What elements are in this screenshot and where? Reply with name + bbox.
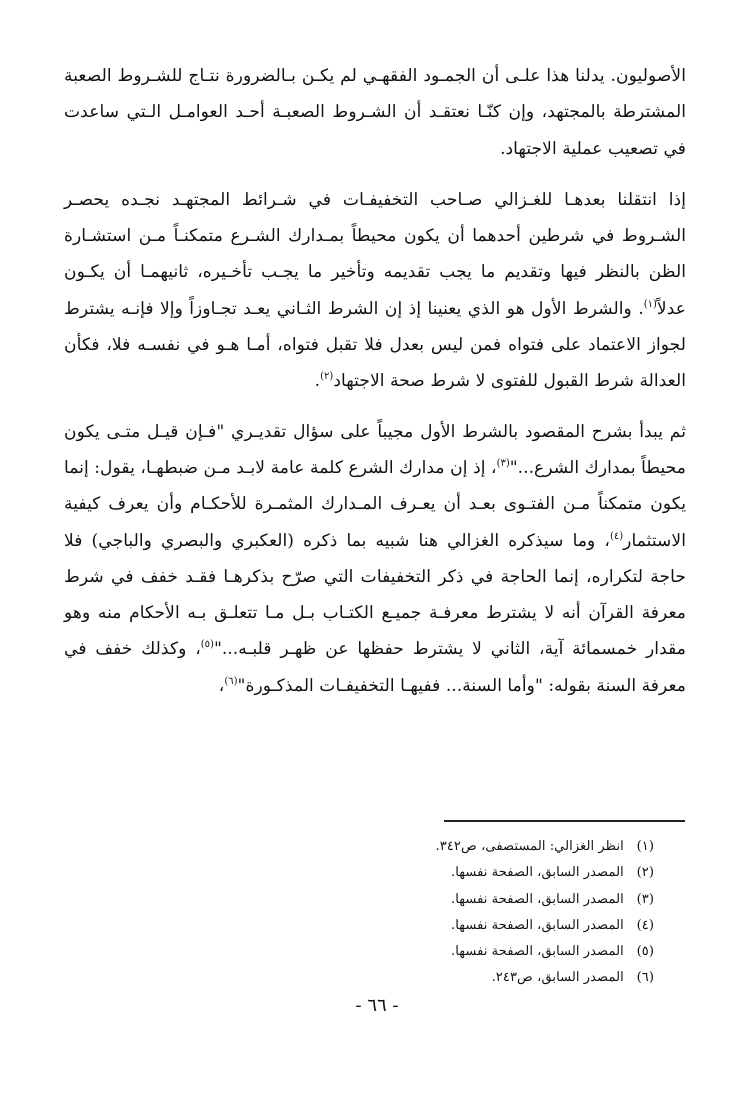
footnote-ref-6: (٦) [224,675,238,687]
paragraph-3-text-b: ، إذ إن مدارك الشرع كلمة عامة لابـد مـن ضبطهـا، يقول: إنما يكون متمكناً مـن الفتـوى بعـد أن يعـرف المـدارك المثمـرة للأحكـام وأن يعرف كيفية الاستثمار [64,457,686,551]
footnote-item [436,939,654,965]
footnote-number: (٦) [636,970,654,986]
footnote-text: انظر الغزالي: المستصفى، ص٣٤٢. [435,839,624,854]
paragraph-3 [64,414,686,704]
footnote-number: (٣) [636,891,654,907]
footnote-ref-4: (٤) [609,530,624,542]
footnote-text: المصدر السابق، الصفحة نفسها. [451,865,624,881]
footnote-item [436,834,654,860]
paragraph-1: الأصوليون. يدلنا هذا علـى أن الجمـود الفقهـي لم يكـن بـالضرورة نتـاج للشـروط الصعبة المشترطة بالمجتهد، وإن كنّـا نعتقـد أن الشـروط الصعبـة أحـد العوامـل الـتي ساعدت في تصعيب عملية الاجتهاد. [64,66,686,159]
paragraph-3-text-e: ، [218,675,225,696]
page-number: - ٦٦ - [355,995,399,1016]
footnote-text: المصدر السابق، الصفحة نفسها. [451,944,624,960]
footnote-separator [444,820,685,822]
footnote-item [436,860,654,886]
paragraph-2-text-b: . والشرط الأول هو الذي يعنينا إذ إن الشرط الثـاني يعـد تجـاوزاً وإلا فإنـه يشترط لجواز الاعتماد على فتواه فمن ليس بعدل فلا تقبل فتواه، أمـا هـو في نفسـه فلا، فكأن العدالة شرط القبول للفتوى لا شرط صحة الاجتهاد [64,298,686,392]
paragraph-2-text-a: إذا انتقلنا بعدهـا للغـزالي صـاحب التخفيفـات في شـرائط المجتهـد نجـده يحصـر الشـروط في شرطين أحدهما أن يكون محيطاً بمـدارك الشـرع متمكنـاً مـن استشـارة الظن بالنظر فيها وتقديم ما يجب تقديمه وتأخير ما يجـب تأخـيره، ثانيهمـا أن يكـون عدلاً [64,189,686,319]
footnote-item [436,913,654,939]
footnotes-list [436,834,654,992]
paragraph-3-text-a: ثم يبدأ بشرح المقصود بالشرط الأول مجيباً على سؤال تقديـري "فـإن قيـل متـى يكون محيطاً بمدارك الشرع..." [64,421,686,478]
footnote-text: المصدر السابق، الصفحة نفسها. [451,891,624,907]
footnote-ref-5: (٥) [200,639,214,651]
footnote-item [436,887,654,913]
footnote-number: (١) [636,839,654,854]
footnote-ref-1: (١) [643,298,657,310]
footnote-ref-3: (٣) [496,457,510,469]
footnote-number: (٢) [636,865,654,881]
paragraph-2 [64,182,686,400]
footnote-text: المصدر السابق، الصفحة نفسها. [451,917,624,933]
footnote-number: (٥) [636,944,654,960]
footnote-ref-2: (٢) [320,371,334,383]
main-text [64,58,686,704]
paragraph-3-text-d: ، وكذلك خفف في معرفة السنة بقوله: "وأما السنة... ففيهـا التخفيفـات المذكـورة" [64,639,686,696]
footnote-text: المصدر السابق، ص٢٤٣. [491,970,624,986]
footnote-number: (٤) [636,917,654,933]
paragraph-2-text-c: . [314,371,321,392]
footnote-item [436,965,654,991]
paragraph-3-text-c: ، وما سيذكره الغزالي هنا شبيه بما ذكره (العكبري والبصري والباجي) فلا حاجة لتكراره، إنما الحاجة في ذكر التخفيفات التي صرّح بذكرهـا فقـد خفف في شرط معرفة القرآن أنه لا يشترط معرفـة جميـع الكتـاب بـل مـا تتعلـق بـه الأحكام منه وهو مقدار خمسمائة آية، الثاني لا يشترط حفظها عن ظهـر قلبـه..." [64,530,686,660]
